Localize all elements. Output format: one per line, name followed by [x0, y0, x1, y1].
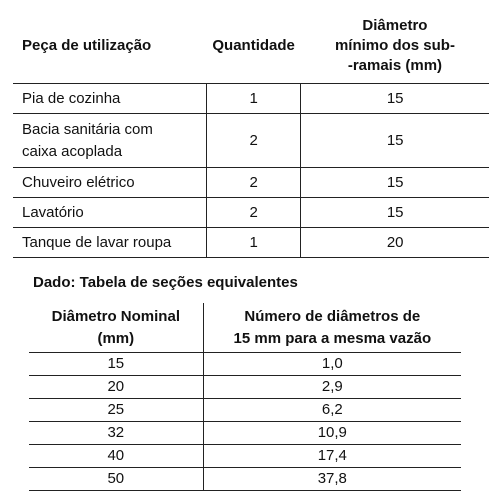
piece-cell: Tanque de lavar roupa: [13, 228, 206, 258]
equivalence-table-caption: Dado: Tabela de seções equivalentes: [33, 274, 298, 291]
quantity-cell: 1: [206, 228, 300, 258]
header-nominal-diameter-line-1: Diâmetro Nominal: [51, 307, 180, 325]
equivalent-count-cell: 6,2: [203, 399, 461, 422]
diameter-cell: 15: [301, 198, 489, 228]
table-row: [13, 198, 489, 228]
header-quantity: Quantidade: [206, 8, 300, 84]
piece-cell-line-2: caixa acoplada: [22, 142, 123, 160]
header-min-diameter: [301, 8, 489, 84]
nominal-diameter-cell: 40: [29, 445, 203, 468]
diameter-cell: 15: [301, 84, 489, 114]
equivalent-count-cell: 1,0: [203, 353, 461, 376]
header-equivalent-count-line-2: 15 mm para a mesma vazão: [233, 329, 432, 347]
equivalent-count-cell: 10,9: [203, 422, 461, 445]
equivalent-count-cell: 37,8: [203, 468, 461, 491]
table-row: [29, 468, 461, 491]
diameter-cell: 20: [301, 228, 489, 258]
quantity-cell: 2: [206, 198, 300, 228]
equivalence-table: [29, 303, 461, 491]
diameter-cell: 15: [301, 168, 489, 198]
equivalence-table-header-row: [29, 303, 461, 353]
fixtures-table: [13, 8, 489, 258]
diameter-cell: 15: [301, 114, 489, 168]
piece-cell-line-1: Bacia sanitária com: [22, 120, 153, 138]
nominal-diameter-cell: 50: [29, 468, 203, 491]
nominal-diameter-cell: 32: [29, 422, 203, 445]
header-min-diameter-line-1: Diâmetro: [362, 16, 428, 34]
piece-cell: [13, 114, 206, 168]
header-min-diameter-line-2: mínimo dos sub-: [334, 36, 455, 54]
piece-cell: Chuveiro elétrico: [13, 168, 206, 198]
table-row: [13, 84, 489, 114]
header-min-diameter-line-3: -ramais (mm): [347, 56, 443, 74]
table-row: [13, 228, 489, 258]
fixtures-table-header-row: [13, 8, 489, 84]
nominal-diameter-cell: 20: [29, 376, 203, 399]
table-row: [29, 422, 461, 445]
header-piece: Peça de utilização: [13, 8, 206, 84]
table-row: [13, 114, 489, 168]
header-equivalent-count: [203, 303, 461, 353]
equivalent-count-cell: 17,4: [203, 445, 461, 468]
header-nominal-diameter-line-2: (mm): [97, 329, 135, 347]
piece-cell: Lavatório: [13, 198, 206, 228]
quantity-cell: 1: [206, 84, 300, 114]
header-nominal-diameter: [29, 303, 203, 353]
table-row: [29, 445, 461, 468]
table-row: [29, 399, 461, 422]
equivalent-count-cell: 2,9: [203, 376, 461, 399]
table-row: [29, 376, 461, 399]
nominal-diameter-cell: 25: [29, 399, 203, 422]
header-equivalent-count-line-1: Número de diâmetros de: [244, 307, 421, 325]
nominal-diameter-cell: 15: [29, 353, 203, 376]
table-row: [29, 353, 461, 376]
quantity-cell: 2: [206, 168, 300, 198]
table-row: [13, 168, 489, 198]
quantity-cell: 2: [206, 114, 300, 168]
piece-cell: Pia de cozinha: [13, 84, 206, 114]
